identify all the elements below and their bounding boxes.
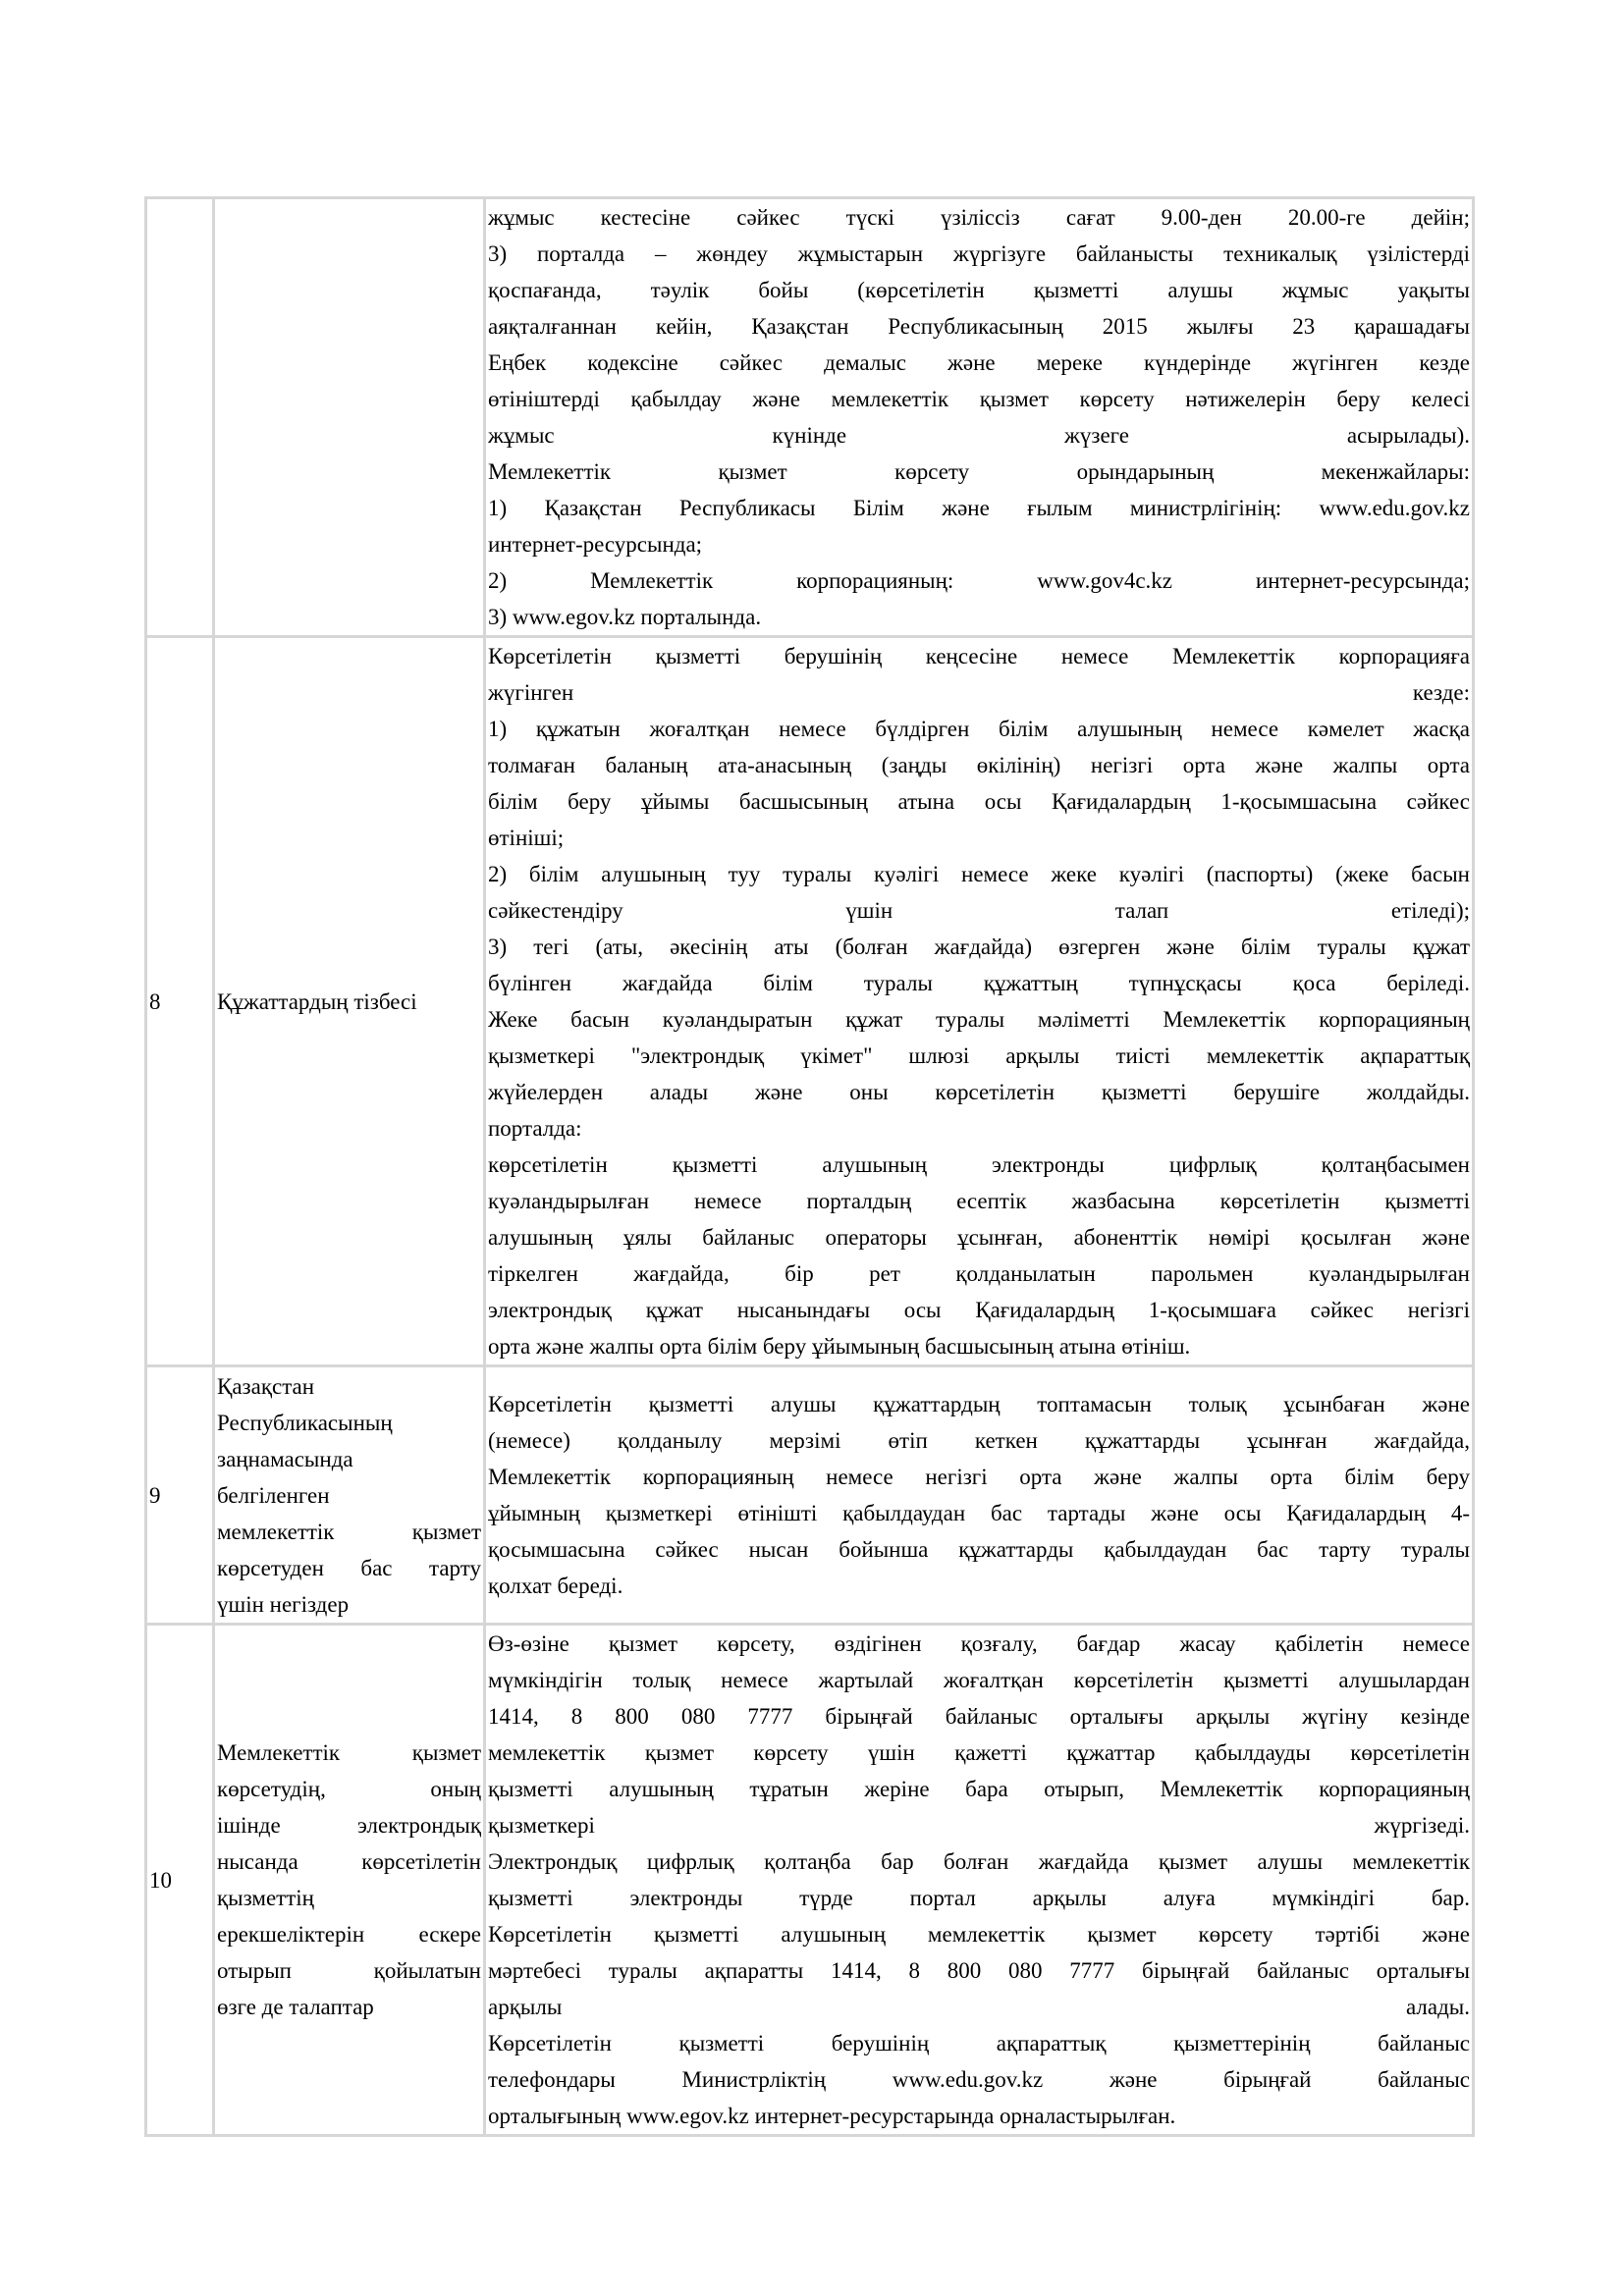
table-row <box>146 637 1474 1366</box>
row-content-cell <box>485 637 1474 1366</box>
row-number-cell <box>146 637 214 1366</box>
content-line: алушының ұялы байланыс операторы ұсынған, абоненттік нөмірі қосылған және <box>488 1225 1470 1250</box>
content-line: тіркелген жағдайда, бір рет қолданылатын парольмен куәландырылған <box>488 1261 1470 1286</box>
content-line: орталығының www.egov.kz интернет-ресурстарында орналастырылған. <box>488 2104 1176 2128</box>
content-line: ұйымның қызметкері өтінішті қабылдаудан бас тартады және осы Қағидалардың 4- <box>488 1501 1470 1525</box>
content-line: порталда: <box>488 1116 582 1141</box>
content-line: 2) Мемлекеттік корпорацияның: www.gov4c.kz интернет-ресурсында; <box>488 568 1470 593</box>
row-number: 8 <box>149 988 161 1014</box>
content-line: электрондық құжат нысанындағы осы Қағидалардың 1-қосымшаға сәйкес негізгі <box>488 1298 1470 1322</box>
content-line: интернет-ресурсында; <box>488 532 703 557</box>
content-line: Электрондық цифрлық қолтаңба бар болған жағдайда қызмет алушы мемлекеттік <box>488 1849 1470 1874</box>
content-line: 3) порталда – жөндеу жұмыстарын жүргізуге байланысты техникалық үзілістерді <box>488 241 1470 266</box>
content-line: аяқталғаннан кейін, Қазақстан Республикасының 2015 жылғы 23 қарашадағы <box>488 314 1470 339</box>
content-line: қызметкері "электрондық үкімет" шлюзі арқылы тиісті мемлекеттік ақпараттық <box>488 1043 1470 1068</box>
row-label-line: заңнамасында <box>217 1446 353 1471</box>
row-label-line: үшін негіздер <box>217 1591 350 1617</box>
row-number-cell <box>146 1625 214 2136</box>
row-label-line: өзге де талаптар <box>217 1995 374 2019</box>
content-line: жұмыс кестесіне сәйкес түскі үзіліссіз сағат 9.00-ден 20.00-ге дейін; <box>488 205 1470 230</box>
content-line: 3) тегі (аты, әкесінің аты (болған жағдайда) өзгерген және білім туралы құжат <box>488 934 1470 959</box>
content-line: Көрсетілетін қызметті алушы құжаттардың топтамасын толық ұсынбаған және <box>488 1392 1470 1416</box>
content-line: орта және жалпы орта білім беру ұйымының басшысының атына өтініш. <box>488 1334 1191 1359</box>
content-line: жүгінген кезде: <box>488 680 1470 705</box>
content-line: көрсетілетін қызметті алушының электронды цифрлық қолтаңбасымен <box>488 1152 1470 1177</box>
content-line: білім беру ұйымы басшысының атына осы Қағидалардың 1-қосымшасына сәйкес <box>488 789 1470 814</box>
content-line: 1414, 8 800 080 7777 бірыңғай байланыс орталығы арқылы жүгіну кезінде <box>488 1704 1470 1729</box>
row-label-cell <box>214 1366 485 1625</box>
content-line: 3) www.egov.kz порталында. <box>488 605 762 629</box>
content-line: қоспағанда, тәулік бойы (көрсетілетін қызметті алушы жұмыс уақыты <box>488 278 1470 302</box>
content-line: Еңбек кодексіне сәйкес демалыс және мереке күндерінде жүгінген кезде <box>488 350 1470 375</box>
content-line: өтініші; <box>488 826 565 850</box>
content-line: (немесе) қолданылу мерзімі өтіп кеткен құжаттарды ұсынған жағдайда, <box>488 1428 1470 1453</box>
content-line: өтініштерді қабылдау және мемлекеттік қызмет көрсету нәтижелерін беру келесі <box>488 387 1470 411</box>
content-line: Өз-өзіне қызмет көрсету, өздігінен қозғалу, бағдар жасау қабілетін немесе <box>488 1631 1470 1656</box>
row-label-line: мемлекеттік қызмет <box>217 1519 481 1544</box>
row-label-cell <box>214 637 485 1366</box>
content-line: 1) Қазақстан Республикасы Білім және ғылым министрлігінің: www.edu.gov.kz <box>488 496 1470 520</box>
row-label-line: Қазақстан <box>217 1373 315 1399</box>
row-number-cell <box>146 198 214 637</box>
content-line: қызметкері жүргізеді. <box>488 1813 1470 1838</box>
content-line: жұмыс күнінде жүзеге асырылады). <box>488 423 1470 448</box>
content-line: мүмкіндігін толық немесе жартылай жоғалтқан көрсетілетін қызметті алушылардан <box>488 1668 1470 1692</box>
row-label-cell <box>214 198 485 637</box>
content-line: мәртебесі туралы ақпаратты 1414, 8 800 080 7777 бірыңғай байланыс орталығы <box>488 1958 1470 1983</box>
content-line: сәйкестендіру үшін талап етіледі); <box>488 898 1470 923</box>
content-line: Көрсетілетін қызметті алушының мемлекеттік қызмет көрсету тәртібі және <box>488 1922 1470 1947</box>
row-label-line: көрсетудің, оның <box>217 1777 481 1801</box>
content-line: куәландырылған немесе порталдың есептік жазбасына көрсетілетін қызметті <box>488 1189 1470 1213</box>
content-line: телефондары Министрліктің www.edu.gov.kz және бірыңғай байланыс <box>488 2067 1470 2092</box>
row-label-line: ішінде электрондық <box>217 1813 481 1838</box>
content-line: Көрсетілетін қызметті берушінің кеңсесіне немесе Мемлекеттік корпорацияға <box>488 644 1470 668</box>
table-row <box>146 1625 1474 2136</box>
content-line: Мемлекеттік қызмет көрсету орындарының мекенжайлары: <box>488 459 1470 484</box>
row-label-line: Мемлекеттік қызмет <box>217 1740 481 1765</box>
row-number-cell <box>146 1366 214 1625</box>
content-line: мемлекеттік қызмет көрсету үшін қажетті құжаттар қабылдауды көрсетілетін <box>488 1740 1470 1765</box>
row-number: 10 <box>149 1867 172 1893</box>
row-content-cell <box>485 1625 1474 2136</box>
content-line: қосымшасына сәйкес нысан бойынша құжаттарды қабылдаудан бас тарту туралы <box>488 1537 1470 1562</box>
content-line: қызметті электронды түрде портал арқылы алуға мүмкіндігі бар. <box>488 1886 1470 1910</box>
row-label-line: ерекшеліктерін ескере <box>217 1922 481 1947</box>
content-line: толмаған баланың ата-анасының (заңды өкілінің) негізгі орта және жалпы орта <box>488 753 1470 777</box>
content-line: Көрсетілетін қызметті берушінің ақпараттық қызметтерінің байланыс <box>488 2031 1470 2056</box>
content-line: қолхат береді. <box>488 1574 623 1598</box>
row-label-line: отырып қойылатын <box>217 1958 481 1983</box>
row-label-line: нысанда көрсетілетін <box>217 1849 481 1874</box>
row-label-line: Құжаттардың тізбесі <box>217 988 417 1014</box>
content-line: 1) құжатын жоғалтқан немесе бүлдірген білім алушының немесе кәмелет жасқа <box>488 717 1470 741</box>
content-line: бүлінген жағдайда білім туралы құжаттың түпнұсқасы қоса беріледі. <box>488 971 1470 995</box>
row-label-line: Республикасының <box>217 1410 393 1435</box>
content-line: қызметті алушының тұратын жеріне бара отырып, Мемлекеттік корпорацияның <box>488 1777 1470 1801</box>
row-content-cell <box>485 1366 1474 1625</box>
row-label-line: белгіленген <box>217 1482 330 1508</box>
row-label-line: көрсетуден бас тарту <box>217 1555 481 1580</box>
row-label-line: қызметтің <box>217 1886 314 1910</box>
content-line: Мемлекеттік корпорацияның немесе негізгі орта және жалпы орта білім беру <box>488 1465 1470 1489</box>
table-row <box>146 198 1474 637</box>
content-line: Жеке басын куәландыратын құжат туралы мәліметті Мемлекеттік корпорацияның <box>488 1007 1470 1032</box>
content-line: арқылы алады. <box>488 1995 1470 2019</box>
row-label-cell <box>214 1625 485 2136</box>
table-row <box>146 1366 1474 1625</box>
content-line: жүйелерден алады және оны көрсетілетін қызметті берушіге жолдайды. <box>488 1080 1470 1104</box>
content-line: 2) білім алушының туу туралы куәлігі немесе жеке куәлігі (паспорты) (жеке басын <box>488 862 1470 886</box>
services-standard-table <box>144 196 1475 2137</box>
row-content-cell <box>485 198 1474 637</box>
row-number: 9 <box>149 1482 161 1508</box>
